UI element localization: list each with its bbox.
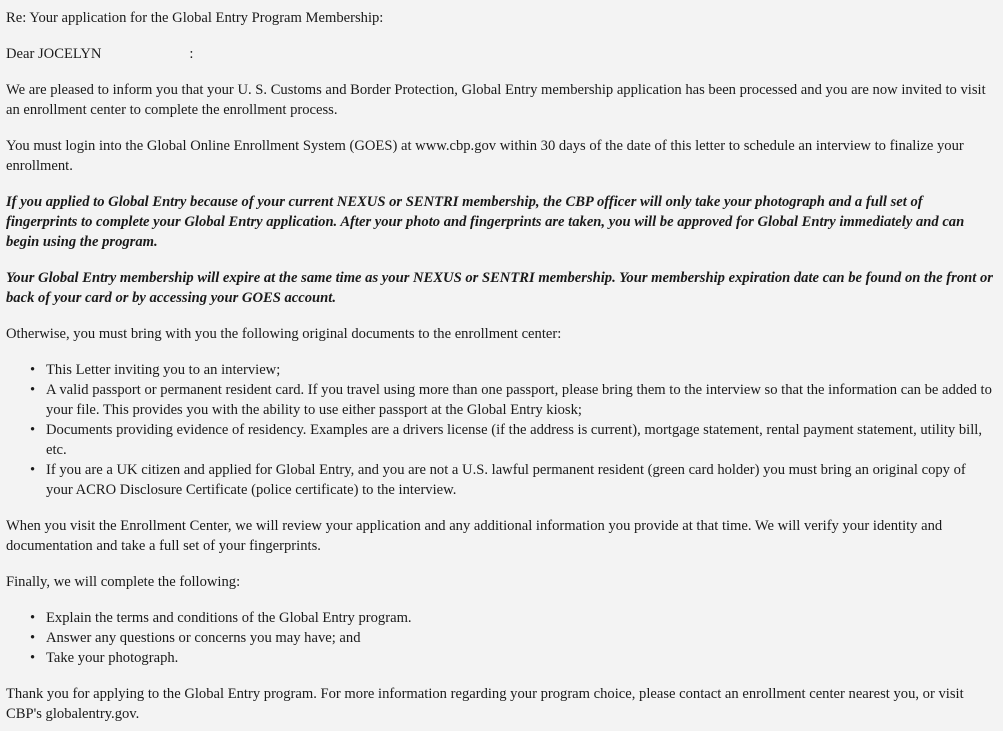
letter-subject: Re: Your application for the Global Entry Program Membership: [6,10,384,26]
list-item: • This Letter inviting you to an interview; [46,360,995,380]
documents-list [6,360,995,500]
paragraph-documents-intro: Otherwise, you must bring with you the following original documents to the enrollment center: [6,326,562,342]
steps-list [6,608,995,668]
paragraph-goes-login: You must login into the Global Online Enrollment System (GOES) at www.cbp.gov within 30 days of the date of this letter to schedule an interview to finalize your enrollment. [6,138,964,174]
paragraph-finally: Finally, we will complete the following: [6,574,241,590]
paragraph-nexus-sentri: If you applied to Global Entry because of your current NEXUS or SENTRI membership, the CBP officer will only take your photograph and a full set of fingerprints to complete your Global Entry application. After your photo and fingerprints are taken, you will be approved for Global Entry immediately and can begin using the program. [6,194,965,250]
salutation-name: Dear JOCELYN [6,46,102,62]
list-item: • If you are a UK citizen and applied for Global Entry, and you are not a U.S. lawful permanent resident (green card holder) you must bring an original copy of your ACRO Disclosure Certificate (police certificate) to the interview. [46,460,995,500]
paragraph-invitation: We are pleased to inform you that your U. S. Customs and Border Protection, Global Entry membership application has been processed and you are now invited to visit an enrollment center to complete the enrollment process. [6,82,986,118]
list-item: • Explain the terms and conditions of the Global Entry program. [46,608,995,628]
paragraph-thank-you: Thank you for applying to the Global Entry program. For more information regarding your program choice, please contact an enrollment center nearest you, or visit CBP's globalentry.gov. [6,686,964,722]
salutation-colon: : [189,46,194,62]
salutation [6,44,995,64]
paragraph-expiration: Your Global Entry membership will expire at the same time as your NEXUS or SENTRI membership. Your membership expiration date can be found on the front or back of your card or by accessing your GOES account. [6,270,993,306]
list-item: • A valid passport or permanent resident card. If you travel using more than one passport, please bring them to the interview so that the information can be added to your file. This provides you with the ability to use either passport at the Global Entry kiosk; [46,380,995,420]
paragraph-enrollment-center: When you visit the Enrollment Center, we will review your application and any additional information you provide at that time. We will verify your identity and documentation and take a full set of your fingerprints. [6,518,943,554]
list-item: • Answer any questions or concerns you may have; and [46,628,995,648]
list-item: • Take your photograph. [46,648,995,668]
list-item: • Documents providing evidence of residency. Examples are a drivers license (if the address is current), mortgage statement, rental payment statement, utility bill, etc. [46,420,995,460]
